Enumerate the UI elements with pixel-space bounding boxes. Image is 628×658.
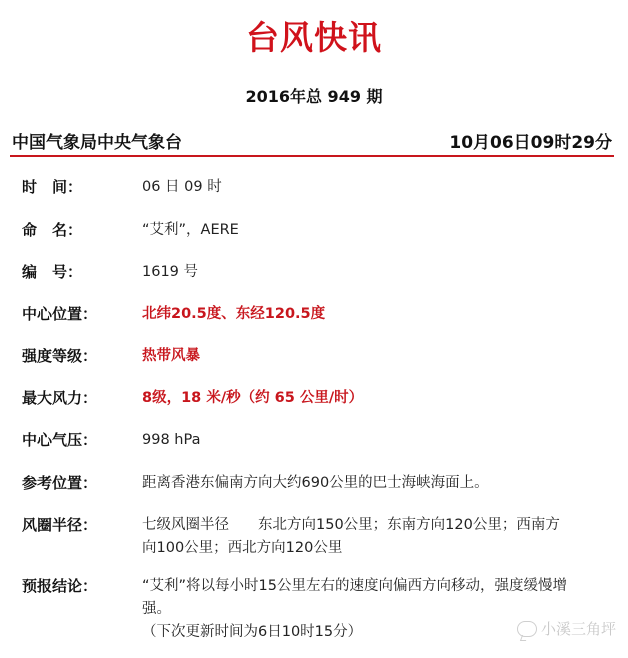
header-divider	[10, 155, 614, 157]
field-label: 风圈半径：	[22, 516, 98, 534]
forecast-line-2: 强。	[142, 601, 171, 617]
field-value-reference: 距离香港东偏南方向大约690公里的巴士海峡海面上。	[142, 475, 489, 491]
field-value-number: 1619 号	[142, 264, 199, 280]
radius-line-2: 向100公里；西北方向120公里	[142, 540, 343, 556]
field-value-center: 北纬20.5度、东经120.5度	[142, 306, 326, 322]
field-value-name: “艾利”，AERE	[142, 222, 239, 238]
field-label: 最大风力：	[22, 389, 98, 407]
field-label: 时 间：	[22, 178, 83, 196]
agency-name: 中国气象局中央气象台	[12, 133, 182, 153]
radius-line-1: 七级风圈半径 东北方向150公里；东南方向120公里；西南方	[142, 517, 560, 533]
field-label: 命 名：	[22, 221, 83, 239]
field-value-radius	[142, 514, 610, 560]
field-value-max-wind: 8级，18 米/秒（约 65 公里/时）	[142, 390, 364, 406]
field-label: 编 号：	[22, 263, 83, 281]
wechat-bubble-icon	[517, 621, 537, 637]
forecast-line-3: （下次更新时间为6日10时15分）	[142, 624, 363, 640]
field-value-pressure: 998 hPa	[142, 432, 201, 448]
page-title: 台风快讯	[246, 18, 382, 57]
field-label: 预报结论：	[22, 577, 98, 595]
forecast-line-1: “艾利”将以每小时15公里左右的速度向偏西方向移动，强度缓慢增	[142, 578, 567, 594]
field-label: 中心气压：	[22, 431, 98, 449]
issue-timestamp: 10月06日09时29分	[449, 133, 612, 153]
issue-number: 2016年总 949 期	[245, 87, 383, 106]
field-value-time: 06 日 09 时	[142, 179, 222, 195]
field-label: 中心位置：	[22, 305, 98, 323]
field-label: 强度等级：	[22, 347, 98, 365]
field-value-intensity: 热带风暴	[142, 348, 200, 364]
watermark	[517, 618, 616, 639]
field-label: 参考位置：	[22, 474, 98, 492]
watermark-text: 小溪三角坪	[540, 620, 616, 638]
